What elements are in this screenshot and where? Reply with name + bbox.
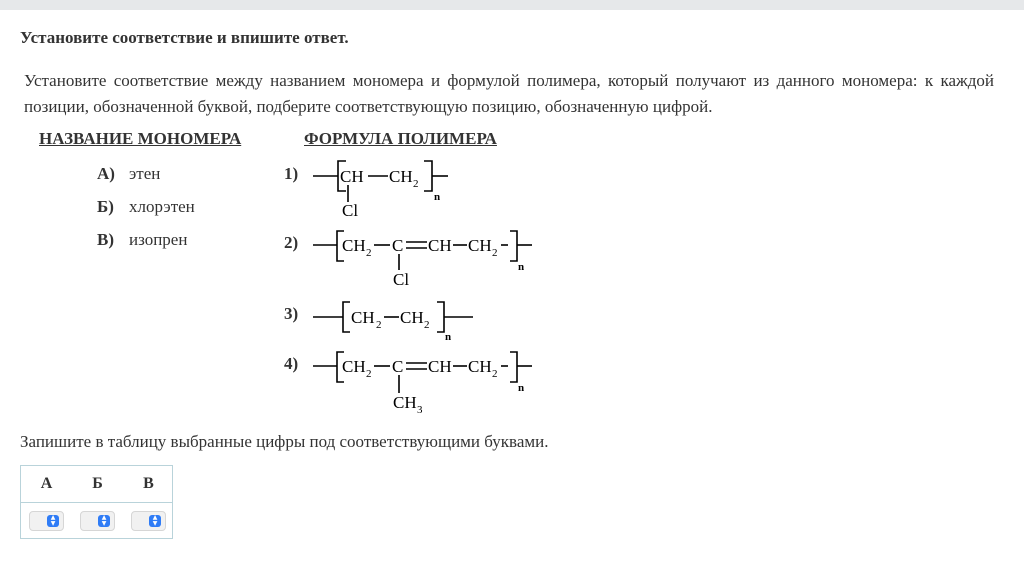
formula-number-3: 3) [284,304,299,323]
top-bar [0,0,1024,10]
formula-subscript: 2 [366,368,372,380]
monomer-item-b [97,197,195,217]
formula-atom: CH [468,236,492,255]
formula-number-4: 4) [284,354,299,373]
select-arrows-icon: ▲ ▼ [98,515,110,527]
monomer-letter: Б) [97,197,114,216]
monomer-letter: А) [97,164,115,183]
formula-subscript: 2 [376,319,382,331]
formula-atom: CH [428,357,452,376]
formula-atom: CH [351,308,375,327]
answer-select-v[interactable] [131,511,166,531]
formula-substituent: CH [393,393,417,412]
polymer-formula-1 [310,158,460,222]
monomer-letter: В) [97,230,114,249]
monomer-name: этен [129,164,161,183]
formula-atom: CH [389,167,413,186]
answer-table-header [21,466,172,503]
answer-header-v: В [143,475,154,492]
formula-index: n [434,191,441,203]
task-title: Установите соответствие и впишите ответ. [20,28,349,47]
answer-instruction: Запишите в таблицу выбранные цифры под соответствующими буквами. [20,432,549,451]
formula-subscript: 2 [366,247,372,259]
monomer-column-header: НАЗВАНИЕ МОНОМЕРА [39,129,242,148]
answer-header-a: А [40,475,53,492]
formula-subscript: 2 [492,247,498,259]
formula-atom: C [392,357,404,376]
formula-atom: CH [400,308,424,327]
formula-subscript: 2 [424,319,430,331]
formula-atom: C [392,236,404,255]
formula-subscript: 2 [413,178,419,190]
formula-subscript: 3 [417,404,423,416]
monomer-name: хлорэтен [129,197,195,216]
formula-atom: CH [342,236,366,255]
formula-number-2: 2) [284,233,299,252]
polymer-formula-3 [310,298,480,348]
answer-table [20,465,173,539]
formula-substituent: Cl [342,201,359,220]
formula-index: n [518,382,525,394]
formula-number-1: 1) [284,164,299,183]
formula-index: n [518,261,525,273]
formula-atom: CH [342,357,366,376]
monomer-name: изопрен [129,230,188,249]
formula-atom: CH [340,167,364,186]
formula-substituent: Cl [393,270,410,289]
answer-select-b[interactable] [80,511,115,531]
formula-subscript: 2 [492,368,498,380]
select-arrows-icon: ▲ ▼ [47,515,59,527]
select-arrows-icon: ▲ ▼ [149,515,161,527]
task-text: Установите соответствие между названием мономера и формулой полимера, который получают из данного мономера: к каждой позиции, обозначенной буквой, подберите соответствующую позицию, обозначенную цифрой. [24,71,994,116]
monomer-item-v [97,230,187,250]
polymer-formula-4 [310,349,540,419]
polymer-formula-2 [310,228,540,292]
formula-index: n [445,331,452,343]
formula-atom: CH [428,236,452,255]
monomer-item-a [97,164,160,184]
formula-atom: CH [468,357,492,376]
polymer-column-header: ФОРМУЛА ПОЛИМЕРА [304,129,497,148]
answer-select-a[interactable] [29,511,64,531]
answer-header-b: Б [92,475,103,492]
